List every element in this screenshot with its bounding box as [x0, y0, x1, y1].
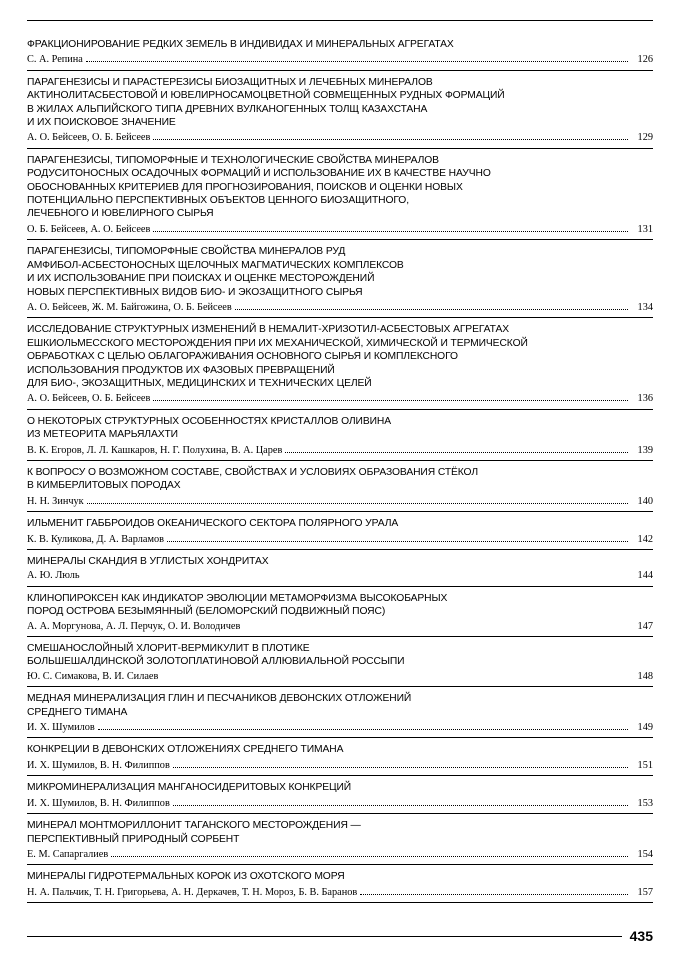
entry-page: 144	[637, 570, 653, 582]
toc-entry[interactable]	[27, 71, 653, 149]
leader-space	[243, 620, 628, 629]
toc-entry[interactable]	[27, 814, 653, 865]
table-of-contents	[27, 34, 653, 903]
toc-entry[interactable]	[27, 687, 653, 738]
dot-leader	[98, 720, 628, 730]
dot-leader	[153, 222, 628, 232]
entry-authors-line	[27, 130, 653, 144]
dot-leader	[153, 391, 628, 401]
entry-authors-line	[27, 494, 653, 508]
toc-entry[interactable]	[27, 512, 653, 550]
entry-page: 154	[637, 848, 653, 860]
leader-space	[161, 670, 628, 679]
entry-authors-line	[27, 885, 653, 899]
footer-rule	[27, 936, 622, 937]
dot-leader	[167, 532, 628, 542]
entry-authors: Н. А. Пальчик, Т. Н. Григорьева, А. Н. Деркачев, Т. Н. Мороз, Б. В. Баранов	[27, 886, 358, 898]
entry-page: 142	[637, 533, 653, 545]
entry-authors: А. А. Моргунова, А. Л. Перчук, О. И. Володичев	[27, 620, 241, 632]
entry-title: ПАРАГЕНЕЗИСЫ, ТИПОМОРФНЫЕ И ТЕХНОЛОГИЧЕСКИЕ СВОЙСТВА МИНЕРАЛОВ РОДУСИТОНОСНЫХ ОСАДОЧНЫХ ФОРМАЦИЙ И ИСПОЛЬЗОВАНИЕ ИХ В КАЧЕСТВЕ НАУЧНО ОБОСНОВАННЫХ КРИТЕРИЕВ ДЛЯ ПРОГНОЗИРОВАНИЯ, ПОИСКОВ И ОЦЕНКИ НОВЫХ ПОТЕНЦИАЛЬНО ПЕРСПЕКТИВНЫХ ОБЪЕКТОВ ЦЕННОГО БИОЗАЩИТНОГО, ЛЕЧЕБНОГО И ЮВЕЛИРНОГО СЫРЬЯ	[27, 154, 491, 220]
entry-authors-line	[27, 847, 653, 861]
entry-authors-line	[27, 443, 653, 457]
dot-leader	[235, 300, 628, 310]
entry-page: 157	[637, 886, 653, 898]
entry-title: КОНКРЕЦИИ В ДЕВОНСКИХ ОТЛОЖЕНИЯХ СРЕДНЕГО ТИМАНА	[27, 744, 344, 756]
entry-authors-line	[27, 569, 653, 582]
entry-authors: Н. Н. Зинчук	[27, 495, 84, 507]
entry-page: 134	[637, 301, 653, 313]
dot-leader	[173, 758, 628, 768]
entry-authors-line	[27, 620, 653, 633]
toc-entry[interactable]	[27, 637, 653, 687]
dot-leader	[173, 796, 628, 806]
toc-entry[interactable]	[27, 318, 653, 409]
entry-page: 149	[637, 722, 653, 734]
entry-authors: О. Б. Бейсеев, А. О. Бейсеев	[27, 223, 151, 235]
entry-page: 136	[637, 393, 653, 405]
toc-entry[interactable]	[27, 865, 653, 903]
toc-entry[interactable]	[27, 149, 653, 240]
entry-title: О НЕКОТОРЫХ СТРУКТУРНЫХ ОСОБЕННОСТЯХ КРИСТАЛЛОВ ОЛИВИНА ИЗ МЕТЕОРИТА МАРЬЯЛАХТИ	[27, 415, 391, 441]
entry-title: ИЛЬМЕНИТ ГАББРОИДОВ ОКЕАНИЧЕСКОГО СЕКТОРА ПОЛЯРНОГО УРАЛА	[27, 518, 399, 530]
entry-page: 139	[637, 444, 653, 456]
top-rule	[27, 20, 653, 21]
entry-page: 148	[637, 670, 653, 682]
entry-title: ПАРАГЕНЕЗИСЫ, ТИПОМОРФНЫЕ СВОЙСТВА МИНЕРАЛОВ РУД АМФИБОЛ-АСБЕСТОНОСНЫХ ЩЕЛОЧНЫХ МАГМАТИЧЕСКИХ КОМПЛЕКСОВ И ИХ ИСПОЛЬЗОВАНИЕ ПРИ ПОИСКАХ И ОЦЕНКЕ МЕСТОРОЖДЕНИЙ НОВЫХ ПЕРСПЕКТИВНЫХ ВИДОВ БИО- И ЭКОЗАЩИТНОГО СЫРЬЯ	[27, 246, 404, 298]
entry-authors-line	[27, 720, 653, 734]
toc-entry[interactable]	[27, 550, 653, 587]
page-footer	[27, 928, 653, 944]
dot-leader	[360, 885, 628, 895]
page-number: 435	[629, 928, 653, 944]
toc-entry[interactable]	[27, 776, 653, 814]
entry-authors: А. О. Бейсеев, Ж. М. Байгожина, О. Б. Бейсеев	[27, 301, 232, 313]
entry-authors-line	[27, 796, 653, 810]
entry-authors-line	[27, 300, 653, 314]
dot-leader	[86, 52, 628, 62]
entry-authors: И. Х. Шумилов	[27, 722, 95, 734]
dot-leader	[153, 130, 628, 140]
entry-authors: Ю. С. Симакова, В. И. Силаев	[27, 670, 159, 682]
entry-title: МИНЕРАЛ МОНТМОРИЛЛОНИТ ТАГАНСКОГО МЕСТОРОЖДЕНИЯ — ПЕРСПЕКТИВНЫЙ ПРИРОДНЫЙ СОРБЕНТ	[27, 820, 361, 845]
entry-page: 129	[637, 132, 653, 144]
entry-page: 153	[637, 797, 653, 809]
entry-title: ФРАКЦИОНИРОВАНИЕ РЕДКИХ ЗЕМЕЛЬ В ИНДИВИДАХ И МИНЕРАЛЬНЫХ АГРЕГАТАХ	[27, 39, 454, 50]
entry-authors-line	[27, 532, 653, 546]
entry-page: 147	[637, 620, 653, 632]
entry-authors: В. К. Егоров, Л. Л. Кашкаров, Н. Г. Полухина, В. А. Царев	[27, 444, 283, 456]
entry-title: МИНЕРАЛЫ ГИДРОТЕРМАЛЬНЫХ КОРОК ИЗ ОХОТСКОГО МОРЯ	[27, 871, 345, 883]
entry-title: МЕДНАЯ МИНЕРАЛИЗАЦИЯ ГЛИН И ПЕСЧАНИКОВ ДЕВОНСКИХ ОТЛОЖЕНИЙ СРЕДНЕГО ТИМАНА	[27, 693, 412, 718]
leader-space	[83, 569, 628, 578]
toc-entry[interactable]	[27, 410, 653, 461]
entry-authors: И. Х. Шумилов, В. Н. Филиппов	[27, 759, 170, 771]
entry-title: КЛИНОПИРОКСЕН КАК ИНДИКАТОР ЭВОЛЮЦИИ МЕТАМОРФИЗМА ВЫСОКОБАРНЫХ ПОРОД ОСТРОВА БЕЗЫМЯННЫЙ (БЕЛОМОРСКИЙ ПОДВИЖНЫЙ ПОЯС)	[27, 592, 448, 618]
entry-page: 126	[637, 54, 653, 66]
toc-entry[interactable]	[27, 34, 653, 71]
entry-title: СМЕШАНОСЛОЙНЫЙ ХЛОРИТ-ВЕРМИКУЛИТ В ПЛОТИКЕ БОЛЬШЕШАЛДИНСКОЙ ЗОЛОТОПЛАТИНОВОЙ АЛЛЮВИАЛЬНОЙ РОССЫПИ	[27, 643, 405, 668]
entry-authors-line	[27, 52, 653, 66]
toc-entry[interactable]	[27, 240, 653, 318]
toc-entry[interactable]	[27, 461, 653, 512]
entry-title: МИНЕРАЛЫ СКАНДИЯ В УГЛИСТЫХ ХОНДРИТАХ	[27, 556, 269, 567]
entry-authors-line	[27, 222, 653, 236]
entry-authors-line	[27, 670, 653, 683]
dot-leader	[285, 443, 628, 453]
entry-title: К ВОПРОСУ О ВОЗМОЖНОМ СОСТАВЕ, СВОЙСТВАХ И УСЛОВИЯХ ОБРАЗОВАНИЯ СТЁКОЛ В КИМБЕРЛИТОВЫХ ПОРОДАХ	[27, 466, 479, 492]
dot-leader	[111, 847, 628, 857]
entry-title: МИКРОМИНЕРАЛИЗАЦИЯ МАНГАНОСИДЕРИТОВЫХ КОНКРЕЦИЙ	[27, 782, 352, 794]
toc-entry[interactable]	[27, 587, 653, 637]
entry-authors: А. О. Бейсеев, О. Б. Бейсеев	[27, 393, 151, 405]
entry-authors: С. А. Репина	[27, 54, 83, 66]
entry-authors: И. Х. Шумилов, В. Н. Филиппов	[27, 797, 170, 809]
entry-title: ПАРАГЕНЕЗИСЫ И ПАРАСТЕРЕЗИСЫ БИОЗАЩИТНЫХ И ЛЕЧЕБНЫХ МИНЕРАЛОВ АКТИНОЛИТАСБЕСТОВОЙ И ЮВЕЛИРНОСАМОЦВЕТНОЙ СОВМЕЩЕННЫХ РУДНЫХ ФОРМАЦИЙ В ЖИЛАХ АЛЬПИЙСКОГО ТИПА ДРЕВНИХ ВУЛКАНОГЕННЫХ ТОЛЩ КАЗАХСТАНА И ИХ ПОИСКОВОЕ ЗНАЧЕНИЕ	[27, 76, 505, 129]
entry-authors: А. О. Бейсеев, О. Б. Бейсеев	[27, 132, 151, 144]
toc-entry[interactable]	[27, 738, 653, 776]
entry-page: 131	[637, 223, 653, 235]
entry-page: 151	[637, 759, 653, 771]
entry-authors: А. Ю. Люль	[27, 570, 80, 582]
dot-leader	[87, 494, 628, 504]
entry-page: 140	[637, 495, 653, 507]
entry-authors: Е. М. Сапаргалиев	[27, 848, 109, 860]
entry-authors-line	[27, 391, 653, 405]
entry-title: ИССЛЕДОВАНИЕ СТРУКТУРНЫХ ИЗМЕНЕНИЙ В НЕМАЛИТ-ХРИЗОТИЛ-АСБЕСТОВЫХ АГРЕГАТАХ ЕШКИОЛЬМЕССКОГО МЕСТОРОЖДЕНИЯ ПРИ ИХ МЕХАНИЧЕСКОЙ, ХИМИЧЕСКОЙ И ТЕРМИЧЕСКОЙ ОБРАБОТКАХ С ЦЕЛЬЮ ОБЛАГОРАЖИВАНИЯ ОСНОВНОГО СЫРЬЯ И КОМПЛЕКСНОГО ИСПОЛЬЗОВАНИЯ ПРОДУКТОВ ИХ ФАЗОВЫХ ПРЕВРАЩЕНИЙ ДЛЯ БИО-, ЭКОЗАЩИТНЫХ, МЕДИЦИНСКИХ И ТЕХНИЧЕСКИХ ЦЕЛЕЙ	[27, 324, 528, 389]
entry-authors-line	[27, 758, 653, 772]
entry-authors: К. В. Куликова, Д. А. Варламов	[27, 533, 164, 545]
